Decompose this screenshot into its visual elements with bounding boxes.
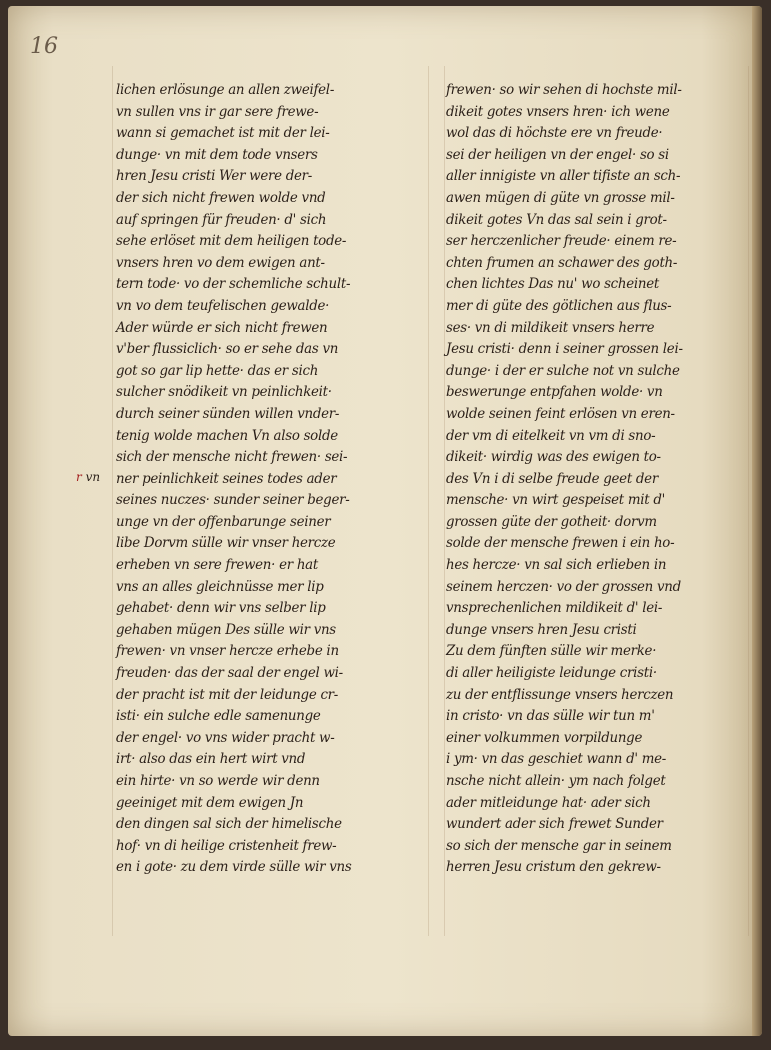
text-line: in cristo· vn das sülle wir tun m' [446,708,655,725]
text-line: tenig wolde machen Vn also solde [116,427,338,444]
text-line: tern tode· vo der schemliche schult- [116,276,351,293]
page-binding-edge [752,6,762,1036]
ruling-line [428,66,429,936]
text-line: ser herczenlicher freude· einem re- [446,233,677,250]
text-line: wol das di höchste ere vn freude· [446,125,663,142]
text-line: v'ber flussiclich· so er sehe das vn [116,341,339,358]
text-line: Jesu cristi· denn i seiner grossen lei- [446,341,683,358]
text-line: freuden· das der saal der engel wi- [116,665,343,682]
text-line: mensche· vn wirt gespeiset mit d' [446,492,666,509]
text-line: wolde seinen feint erlösen vn eren- [446,405,675,422]
text-line: gehaben mügen Des sülle wir vns [116,621,336,638]
text-line: irt· also das ein hert wirt vnd [116,751,306,768]
text-line: frewen· vn vnser hercze erhebe in [116,643,339,660]
text-line: gehabet· denn wir vns selber lip [116,600,326,617]
text-line: nsche nicht allein· ym nach folget [446,773,666,789]
text-line: chen lichtes Das nu' wo scheinet [446,276,659,293]
text-line: dikeit· wirdig was des ewigen to- [446,449,661,466]
text-line: durch seiner sünden willen vnder- [116,405,340,422]
text-line: frewen· so wir sehen di hochste mil- [446,82,682,98]
text-line: den dingen sal sich der himelische [116,816,342,833]
text-line: isti· ein sulche edle samenunge [116,708,321,725]
text-line: beswerunge entpfahen wolde· vn [446,384,663,401]
text-line: erheben vn sere frewen· er hat [116,557,318,574]
text-line: vn vo dem teufelischen gewalde· [116,297,330,314]
text-line: solde der mensche frewen i ein ho- [446,535,675,552]
text-line: der pracht ist mit der leidunge cr- [116,686,339,703]
text-line: wann si gemachet ist mit der lei- [116,125,330,142]
text-line: herren Jesu cristum den gekrew- [446,859,661,876]
text-line: got so gar lip hette· das er sich [116,362,319,379]
text-line: chten frumen an schawer des goth- [446,254,678,271]
text-line: awen mügen di güte vn grosse mil- [446,189,675,206]
text-line: dikeit gotes Vn das sal sein i grot- [446,211,667,228]
text-line: vns an alles gleichnüsse mer lip [116,578,324,595]
text-line: dunge vnsers hren Jesu cristi [446,621,637,638]
text-line: libe Dorvm sülle wir vnser hercze [116,535,336,552]
text-line: unge vn der offenbarunge seiner [116,513,331,530]
text-line: dikeit gotes vnsers hren· ich wene [446,103,670,120]
text-line: lichen erlösunge an allen zweifel- [116,82,335,98]
margin-note-text: vn [85,470,101,484]
text-line: sei der heiligen vn der engel· so si [446,146,669,163]
text-line: Ader würde er sich nicht frewen [116,319,328,336]
text-line: hes hercze· vn sal sich erlieben in [446,557,667,574]
text-line: sich der mensche nicht frewen· sei- [116,449,348,466]
text-line: seines nuczes· sunder seiner beger- [116,492,350,509]
text-line: sehe erlöset mit dem heiligen tode- [116,233,347,250]
folio-number: 16 [30,34,58,59]
text-line: vn sullen vns ir gar sere frewe- [116,103,319,120]
manuscript-page [8,6,762,1036]
text-line: der engel· vo vns wider pracht w- [116,729,335,746]
margin-note [76,470,100,484]
text-line: di aller heiligiste leidunge cristi· [446,665,657,682]
text-line: hof· vn di heilige cristenheit frew- [116,837,337,854]
margin-note-mark: r [76,470,82,484]
text-line: der sich nicht frewen wolde vnd [116,189,326,206]
text-line: ader mitleidunge hat· ader sich [446,794,651,811]
text-line: mer di güte des götlichen aus flus- [446,297,672,314]
ruling-line [112,66,113,936]
text-line: i ym· vn das geschiet wann d' me- [446,751,667,768]
text-line: ses· vn di mildikeit vnsers herre [446,319,655,336]
text-line: Zu dem fünften sülle wir merke· [446,643,657,660]
ruling-line [444,66,445,936]
text-line: ein hirte· vn so werde wir denn [116,773,320,789]
text-line: ner peinlichkeit seines todes ader [116,470,337,487]
right-text-column [446,80,746,879]
text-line: zu der entflissunge vnsers herczen [446,686,674,703]
text-line: dunge· i der er sulche not vn sulche [446,362,680,379]
text-line: vnsers hren vo dem ewigen ant- [116,254,325,271]
ruling-line [748,66,749,936]
text-line: grossen güte der gotheit· dorvm [446,513,657,530]
text-line: einer volkummen vorpildunge [446,729,643,746]
text-line: des Vn i di selbe freude geet der [446,470,658,487]
left-text-column [116,80,416,879]
text-line: vnsprechenlichen mildikeit d' lei- [446,600,663,617]
text-line: hren Jesu cristi Wer were der- [116,168,313,185]
text-line: dunge· vn mit dem tode vnsers [116,146,318,163]
text-line: sulcher snödikeit vn peinlichkeit· [116,384,332,401]
text-line: so sich der mensche gar in seinem [446,837,672,854]
text-line: en i gote· zu dem virde sülle wir vns [116,859,352,876]
text-line: geeiniget mit dem ewigen Jn [116,794,304,811]
text-line: aller innigiste vn aller tifiste an sch- [446,168,681,185]
text-line: seinem herczen· vo der grossen vnd [446,578,681,595]
text-line: der vm di eitelkeit vn vm di sno- [446,427,656,444]
text-line: auf springen für freuden· d' sich [116,211,327,228]
text-line: wundert ader sich frewet Sunder [446,816,663,833]
